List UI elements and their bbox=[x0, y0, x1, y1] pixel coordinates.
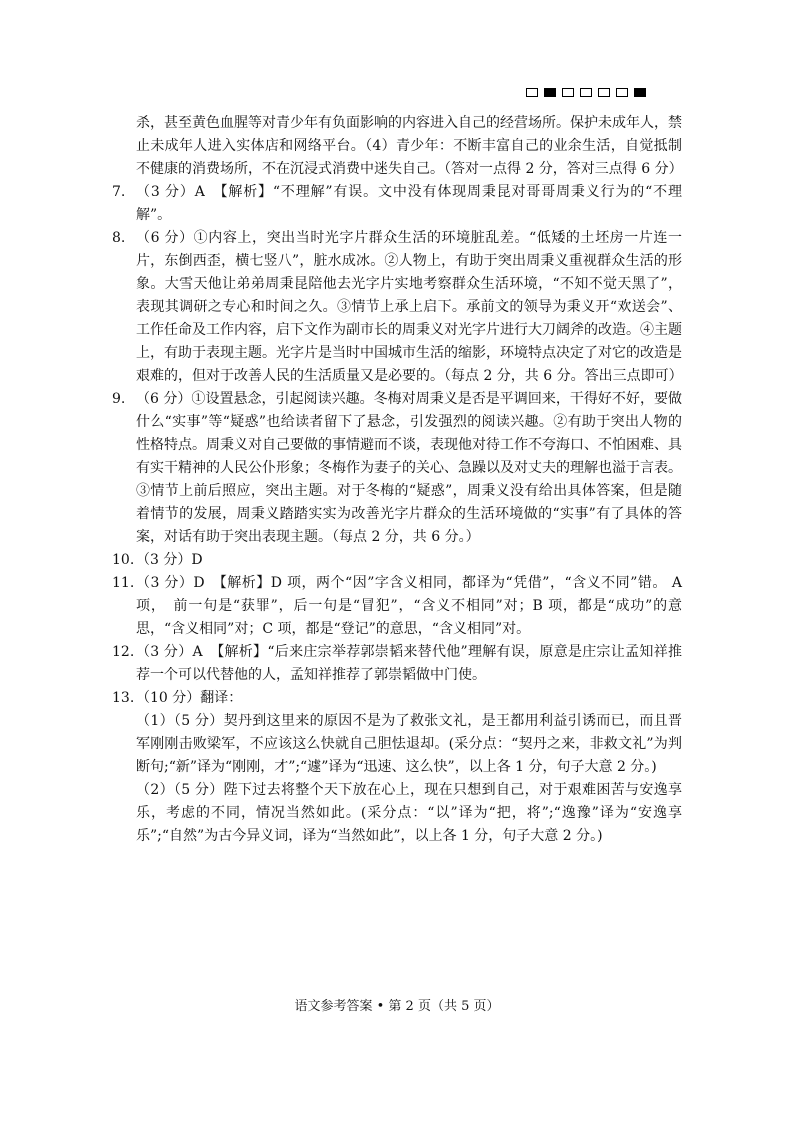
translation-1: （1）（5 分）契丹到这里来的原因不是为了救张文礼，是王都用利益引诱而已，而且晋军刚刚击败梁军，不应该这么快就自己胆怯退却。(采分点：“契丹之来，非救文礼”为判断句;“新”译为“刚刚，才”;“遽”译为“迅速、这么快”，以上各 1 分，句子大意 2 分。) bbox=[136, 713, 682, 775]
answer-item-7 bbox=[112, 181, 682, 227]
mark-square-filled bbox=[544, 88, 556, 97]
item-number: 8. bbox=[112, 230, 126, 246]
answer-item-13 bbox=[112, 687, 682, 710]
continuation-paragraph: 杀，甚至黄色血腥等对青少年有负面影响的内容进入自己的经营场所。保护未成年人，禁止未成年人进入实体店和网络平台。（4）青少年：不断丰富自己的业余生活，自觉抵制不健康的消费场所，不在沉浸式消费中迷失自己。（答对一点得 2 分，答对三点得 6 分） bbox=[136, 115, 683, 177]
mark-square bbox=[616, 88, 628, 97]
answer-item-10 bbox=[112, 549, 682, 572]
item-number: 12. bbox=[112, 644, 135, 660]
item-number: 13. bbox=[112, 690, 135, 706]
answer-item-8 bbox=[112, 227, 682, 388]
mark-square bbox=[580, 88, 592, 97]
item-text: （6 分）①设置悬念，引起阅读兴趣。冬梅对周秉义是否是平调回来，干得好不好，要做什么“实事”等“疑惑”也给读者留下了悬念，引发强烈的阅读兴趣。②有助于突出人物的性格特点。周秉义对自己要做的事情避而不谈，表现他对待工作不夸海口、不怕困难、具有实干精神的人民公仆形象；冬梅作为妻子的关心、急躁以及对丈夫的理解也溢于言表。③情节上前后照应，突出主题。对于冬梅的“疑惑”，周秉义没有给出具体答案，但是随着情节的发展，周秉义踏踏实实为改善光字片群众的生活环境做的“实事”有了具体的答案，对话有助于突出表现主题。（每点 2 分，共 6 分。） bbox=[136, 391, 682, 545]
item-number: 7. bbox=[112, 184, 126, 200]
answer-item-9 bbox=[112, 388, 682, 549]
answer-item-11 bbox=[112, 572, 682, 641]
item-number: 11. bbox=[112, 575, 135, 591]
mark-square bbox=[598, 88, 610, 97]
answer-item-12 bbox=[112, 641, 682, 687]
mark-square bbox=[562, 88, 574, 97]
page-footer: 语文参考答案 • 第 2 页（共 5 页） bbox=[294, 999, 500, 1014]
translation-2: （2）（5 分）陛下过去将整个天下放在心上，现在只想到自己，对于艰难困苦与安逸享乐，考虑的不同，情况当然如此。(采分点：“以”译为“把，将”;“逸豫”译为“安逸享乐”;“自然”为古今异义词，译为“当然如此”，以上各 1 分，句子大意 2 分。) bbox=[136, 782, 682, 844]
item-text: （6 分）①内容上，突出当时光字片群众生活的环境脏乱差。“低矮的土坯房一片连一片，东倒西歪，横七竖八”，脏水成冰。②人物上，有助于突出周秉义重视群众生活的形象。大雪天他让弟弟周秉昆陪他去光字片实地考察群众生活环境，“不知不觉天黑了”，表现其调研之专心和时间之久。③情节上承上启下。承前文的领导为秉义开“欢送会”、工作任命及工作内容，启下文作为副市长的周秉义对光字片进行大刀阔斧的改造。④主题上，有助于表现主题。光字片是当时中国城市生活的缩影，环境特点决定了对它的改造是艰难的，但对于改善人民的生活质量又是必要的。（每点 2 分，共 6 分。答出三点即可） bbox=[136, 230, 683, 384]
item-number: 10. bbox=[112, 552, 135, 568]
mark-square-filled bbox=[634, 88, 646, 97]
item-text: （10 分）翻译： bbox=[136, 690, 243, 706]
item-text: （3 分）D bbox=[136, 552, 203, 568]
mark-square bbox=[526, 88, 538, 97]
item-text: （3 分）D 【解析】D 项，两个“因”字含义相同，都译为“凭借”，“含义不同”错。 A 项， 前一句是“获罪”，后一句是“冒犯”，“含义不相同”对；B 项，都是“成功”的意思，“含义相同”对；C 项，都是“登记”的意思，“含义相同”对。 bbox=[136, 575, 682, 637]
header-marks bbox=[526, 88, 646, 97]
item-text: （3 分）A 【解析】“后来庄宗举荐郭崇韬来替代他”理解有误，原意是庄宗让孟知祥推荐一个可以代替他的人，孟知祥推荐了郭崇韬做中门使。 bbox=[136, 644, 682, 683]
item-text: （3 分）A 【解析】“不理解”有误。文中没有体现周秉昆对哥哥周秉义行为的“不理解”。 bbox=[136, 184, 682, 223]
item-number: 9. bbox=[112, 391, 126, 407]
answer-content bbox=[112, 112, 682, 848]
